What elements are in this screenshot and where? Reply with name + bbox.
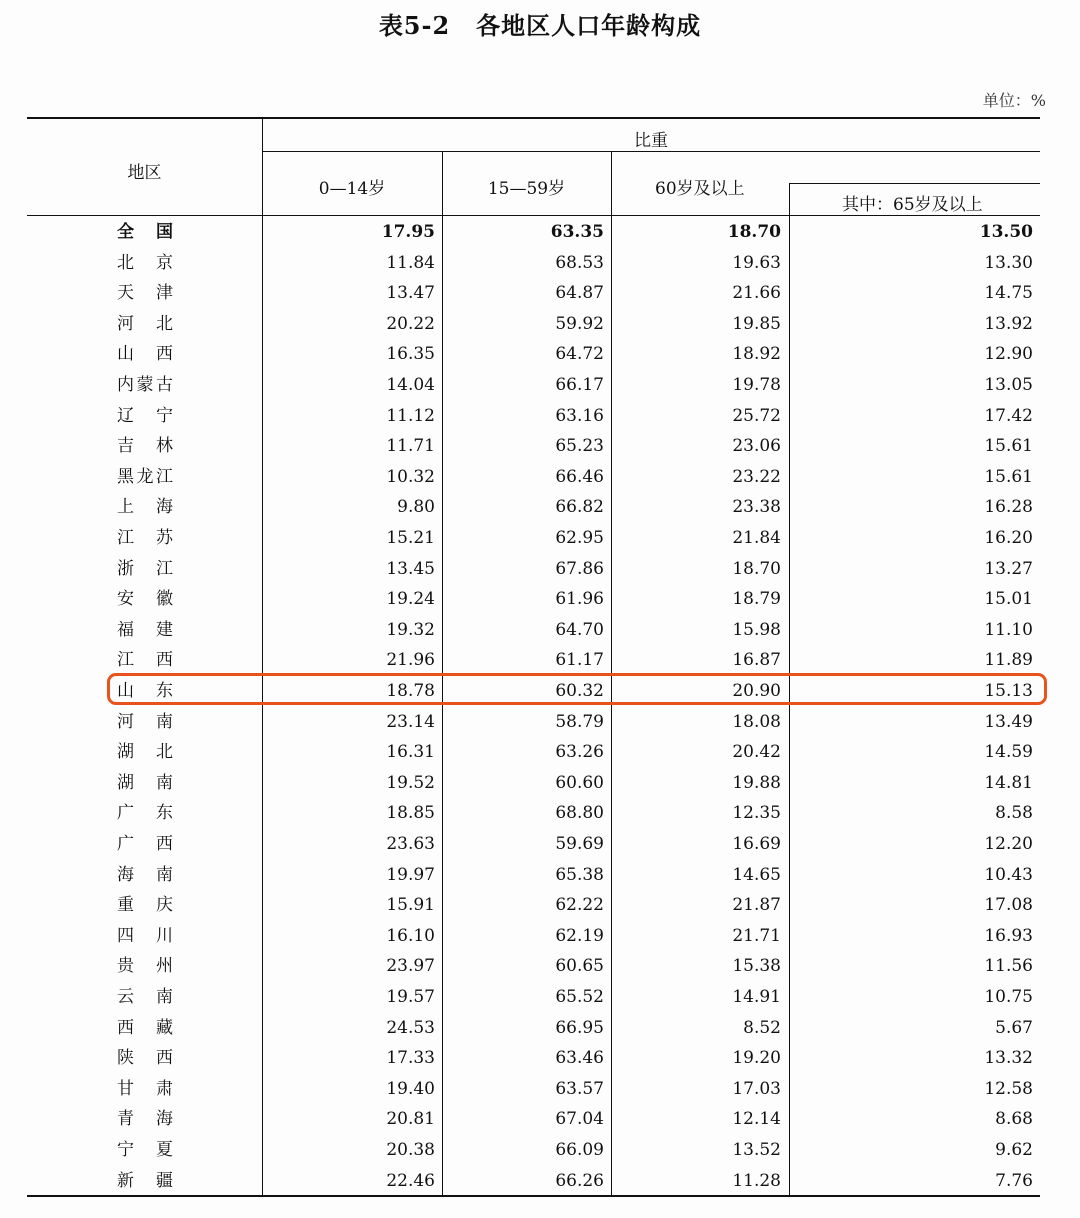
region-name: 山 西 <box>117 344 173 365</box>
cell-age-65-plus: 16.28 <box>984 497 1033 518</box>
cell-age-0-14: 19.97 <box>386 864 435 885</box>
region-name: 上 海 <box>117 497 173 518</box>
region-name: 全 国 <box>117 222 173 242</box>
cell-age-15-59: 63.35 <box>550 222 604 242</box>
cell-age-60-plus: 25.72 <box>732 405 781 426</box>
region-name: 河 南 <box>117 711 173 732</box>
cell-age-15-59: 63.16 <box>555 405 604 426</box>
cell-age-60-plus: 23.22 <box>732 466 781 487</box>
region-name: 山 东 <box>117 681 173 701</box>
cell-age-0-14: 24.53 <box>386 1017 435 1038</box>
cell-age-65-plus: 12.58 <box>984 1078 1033 1099</box>
cell-age-15-59: 66.46 <box>555 466 604 487</box>
region-name: 贵 州 <box>117 956 173 977</box>
cell-age-65-plus: 15.61 <box>984 436 1033 457</box>
cell-age-0-14: 13.45 <box>386 558 435 579</box>
cell-age-65-plus: 17.42 <box>984 405 1033 426</box>
region-name: 重 庆 <box>117 895 173 916</box>
region-name: 云 南 <box>117 987 173 1007</box>
table-row <box>0 645 1080 675</box>
cell-age-15-59: 62.22 <box>555 895 604 916</box>
region-name: 江 西 <box>117 650 173 671</box>
cell-age-0-14: 11.84 <box>386 252 435 273</box>
table-row <box>0 829 1080 859</box>
cell-age-0-14: 10.32 <box>386 466 435 487</box>
cell-age-60-plus: 14.91 <box>732 987 781 1007</box>
table-row <box>0 431 1080 461</box>
region-name: 江 苏 <box>117 528 173 548</box>
cell-age-60-plus: 12.35 <box>732 803 781 824</box>
cell-age-15-59: 63.57 <box>555 1078 604 1099</box>
cell-age-60-plus: 23.38 <box>732 497 781 518</box>
cell-age-65-plus: 13.49 <box>984 711 1033 732</box>
table-row <box>0 492 1080 522</box>
cell-age-15-59: 66.95 <box>555 1017 604 1038</box>
region-name: 宁 夏 <box>117 1140 173 1160</box>
cell-age-60-plus: 14.65 <box>732 864 781 885</box>
cell-age-0-14: 15.21 <box>386 528 435 548</box>
cell-age-60-plus: 18.08 <box>732 711 781 732</box>
cell-age-65-plus: 8.58 <box>995 803 1033 824</box>
table-row <box>0 768 1080 798</box>
cell-age-65-plus: 14.81 <box>984 772 1033 793</box>
cell-age-15-59: 66.17 <box>555 375 604 395</box>
region-name: 湖 南 <box>117 772 173 793</box>
cell-age-65-plus: 5.67 <box>995 1017 1033 1038</box>
cell-age-15-59: 67.86 <box>555 558 604 579</box>
region-name: 海 南 <box>117 864 173 885</box>
cell-age-60-plus: 12.14 <box>732 1109 781 1130</box>
table-number: 表5-2 <box>378 11 451 40</box>
table-row <box>0 1013 1080 1043</box>
region-name: 安 徽 <box>117 589 173 610</box>
cell-age-0-14: 19.52 <box>386 772 435 793</box>
cell-age-15-59: 60.65 <box>555 956 604 977</box>
cell-age-15-59: 64.87 <box>555 283 604 304</box>
cell-age-0-14: 19.32 <box>386 619 435 640</box>
cell-age-65-plus: 11.89 <box>984 650 1033 671</box>
cell-age-15-59: 65.52 <box>555 987 604 1007</box>
table-row <box>0 217 1080 247</box>
table-row <box>0 798 1080 828</box>
cell-age-15-59: 66.09 <box>555 1140 604 1160</box>
cell-age-0-14: 16.31 <box>386 742 435 763</box>
cell-age-60-plus: 20.42 <box>732 742 781 763</box>
region-name: 黑龙江 <box>117 466 173 487</box>
table-row <box>0 951 1080 981</box>
region-name: 陕 西 <box>117 1048 173 1069</box>
cell-age-60-plus: 18.79 <box>732 589 781 610</box>
cell-age-65-plus: 12.90 <box>984 344 1033 365</box>
cell-age-65-plus: 15.01 <box>984 589 1033 610</box>
cell-age-15-59: 63.26 <box>555 742 604 763</box>
cell-age-60-plus: 18.70 <box>732 558 781 579</box>
cell-age-0-14: 14.04 <box>386 375 435 395</box>
cell-age-0-14: 18.78 <box>386 681 435 701</box>
table-row <box>0 921 1080 951</box>
cell-age-60-plus: 19.63 <box>732 252 781 273</box>
cell-age-15-59: 65.23 <box>555 436 604 457</box>
region-name: 福 建 <box>117 619 173 640</box>
table-row <box>0 370 1080 400</box>
cell-age-15-59: 61.96 <box>555 589 604 610</box>
cell-age-60-plus: 21.84 <box>732 528 781 548</box>
cell-age-60-plus: 8.52 <box>743 1017 781 1038</box>
region-name: 广 西 <box>117 834 173 854</box>
cell-age-0-14: 21.96 <box>386 650 435 671</box>
header-group: 比重 <box>634 131 668 151</box>
cell-age-0-14: 23.63 <box>386 834 435 854</box>
header-age-60-plus: 60岁及以上 <box>655 179 745 199</box>
cell-age-60-plus: 11.28 <box>732 1170 781 1191</box>
region-name: 青 海 <box>117 1109 173 1130</box>
cell-age-65-plus: 13.50 <box>979 222 1033 242</box>
cell-age-60-plus: 13.52 <box>732 1140 781 1160</box>
cell-age-0-14: 19.24 <box>386 589 435 610</box>
table-row <box>0 339 1080 369</box>
subgroup-rule <box>789 183 1040 184</box>
region-name: 浙 江 <box>117 558 173 579</box>
cell-age-60-plus: 16.69 <box>732 834 781 854</box>
cell-age-65-plus: 10.75 <box>984 987 1033 1007</box>
header-bottom-rule <box>27 215 1040 216</box>
cell-age-0-14: 23.14 <box>386 711 435 732</box>
group-rule <box>262 151 1040 152</box>
region-name: 吉 林 <box>117 436 173 457</box>
header-region: 地区 <box>127 163 162 183</box>
cell-age-15-59: 66.26 <box>555 1170 604 1191</box>
header-age-65-plus: 其中：65岁及以上 <box>842 195 983 215</box>
region-name: 河 北 <box>117 313 173 334</box>
cell-age-15-59: 67.04 <box>555 1109 604 1130</box>
cell-age-65-plus: 13.32 <box>984 1048 1033 1069</box>
top-rule <box>27 117 1040 119</box>
table-row <box>0 1135 1080 1165</box>
cell-age-65-plus: 10.43 <box>984 864 1033 885</box>
cell-age-60-plus: 21.71 <box>732 925 781 946</box>
cell-age-60-plus: 19.88 <box>732 772 781 793</box>
table-row <box>0 1166 1080 1196</box>
cell-age-60-plus: 17.03 <box>732 1078 781 1099</box>
cell-age-60-plus: 16.87 <box>732 650 781 671</box>
region-name: 四 川 <box>117 925 173 946</box>
cell-age-60-plus: 15.98 <box>732 619 781 640</box>
cell-age-0-14: 11.71 <box>386 436 435 457</box>
cell-age-60-plus: 21.66 <box>732 283 781 304</box>
cell-age-15-59: 64.70 <box>555 619 604 640</box>
region-name: 内蒙古 <box>117 375 173 395</box>
cell-age-0-14: 22.46 <box>386 1170 435 1191</box>
table-row <box>0 707 1080 737</box>
table-caption: 各地区人口年龄构成 <box>476 11 702 40</box>
cell-age-60-plus: 20.90 <box>732 681 781 701</box>
header-age-15-59: 15—59岁 <box>487 179 566 199</box>
cell-age-15-59: 66.82 <box>555 497 604 518</box>
cell-age-15-59: 60.60 <box>555 772 604 793</box>
region-name: 新 疆 <box>117 1170 173 1191</box>
cell-age-15-59: 65.38 <box>555 864 604 885</box>
table-title <box>0 6 1080 41</box>
table-row <box>0 523 1080 553</box>
cell-age-65-plus: 13.27 <box>984 558 1033 579</box>
cell-age-15-59: 62.19 <box>555 925 604 946</box>
cell-age-0-14: 19.40 <box>386 1078 435 1099</box>
cell-age-60-plus: 23.06 <box>732 436 781 457</box>
cell-age-0-14: 19.57 <box>386 987 435 1007</box>
highlight-box <box>107 673 1047 705</box>
cell-age-65-plus: 13.30 <box>984 252 1033 273</box>
cell-age-65-plus: 14.59 <box>984 742 1033 763</box>
cell-age-65-plus: 17.08 <box>984 895 1033 916</box>
cell-age-15-59: 62.95 <box>555 528 604 548</box>
cell-age-65-plus: 11.10 <box>984 619 1033 640</box>
cell-age-0-14: 13.47 <box>386 283 435 304</box>
cell-age-0-14: 23.97 <box>386 956 435 977</box>
cell-age-65-plus: 16.20 <box>984 528 1033 548</box>
cell-age-65-plus: 13.92 <box>984 313 1033 334</box>
cell-age-65-plus: 7.76 <box>995 1170 1033 1191</box>
cell-age-60-plus: 18.70 <box>727 222 781 242</box>
table-row <box>0 1043 1080 1073</box>
cell-age-0-14: 16.35 <box>386 344 435 365</box>
cell-age-0-14: 9.80 <box>397 497 435 518</box>
cell-age-15-59: 63.46 <box>555 1048 604 1069</box>
cell-age-0-14: 17.95 <box>381 222 435 242</box>
region-name: 甘 肃 <box>117 1078 173 1099</box>
cell-age-65-plus: 15.13 <box>984 681 1033 701</box>
cell-age-15-59: 68.80 <box>555 803 604 824</box>
cell-age-0-14: 11.12 <box>386 405 435 426</box>
table-row <box>0 278 1080 308</box>
cell-age-60-plus: 18.92 <box>732 344 781 365</box>
cell-age-15-59: 58.79 <box>555 711 604 732</box>
unit-label: 单位：% <box>982 91 1046 110</box>
cell-age-0-14: 16.10 <box>386 925 435 946</box>
region-name: 北 京 <box>117 252 173 273</box>
cell-age-65-plus: 12.20 <box>984 834 1033 854</box>
region-name: 天 津 <box>117 283 173 304</box>
table-row <box>0 248 1080 278</box>
table-row <box>0 737 1080 767</box>
table-row <box>0 615 1080 645</box>
cell-age-15-59: 68.53 <box>555 252 604 273</box>
cell-age-65-plus: 16.93 <box>984 925 1033 946</box>
region-name: 西 藏 <box>117 1017 173 1038</box>
cell-age-0-14: 20.22 <box>386 313 435 334</box>
table-row <box>0 584 1080 614</box>
region-name: 湖 北 <box>117 742 173 763</box>
table-row <box>0 890 1080 920</box>
cell-age-65-plus: 9.62 <box>995 1140 1033 1160</box>
table-row <box>0 462 1080 492</box>
cell-age-15-59: 59.92 <box>555 313 604 334</box>
region-name: 辽 宁 <box>117 405 173 426</box>
table-row <box>0 1074 1080 1104</box>
cell-age-60-plus: 19.85 <box>732 313 781 334</box>
cell-age-0-14: 15.91 <box>386 895 435 916</box>
cell-age-15-59: 61.17 <box>555 650 604 671</box>
table-row <box>0 982 1080 1012</box>
cell-age-65-plus: 8.68 <box>995 1109 1033 1130</box>
cell-age-0-14: 18.85 <box>386 803 435 824</box>
cell-age-15-59: 59.69 <box>555 834 604 854</box>
cell-age-65-plus: 11.56 <box>984 956 1033 977</box>
cell-age-0-14: 17.33 <box>386 1048 435 1069</box>
table-row <box>0 860 1080 890</box>
cell-age-15-59: 60.32 <box>555 681 604 701</box>
cell-age-65-plus: 14.75 <box>984 283 1033 304</box>
table-row <box>0 401 1080 431</box>
cell-age-65-plus: 13.05 <box>984 375 1033 395</box>
cell-age-0-14: 20.38 <box>386 1140 435 1160</box>
table-row <box>0 554 1080 584</box>
header-age-0-14: 0—14岁 <box>318 179 386 199</box>
table-row <box>0 309 1080 339</box>
region-name: 广 东 <box>117 803 173 824</box>
cell-age-60-plus: 21.87 <box>732 895 781 916</box>
cell-age-65-plus: 15.61 <box>984 466 1033 487</box>
cell-age-60-plus: 19.78 <box>732 375 781 395</box>
table-row <box>0 1104 1080 1134</box>
cell-age-15-59: 64.72 <box>555 344 604 365</box>
cell-age-60-plus: 19.20 <box>732 1048 781 1069</box>
cell-age-60-plus: 15.38 <box>732 956 781 977</box>
cell-age-0-14: 20.81 <box>386 1109 435 1130</box>
